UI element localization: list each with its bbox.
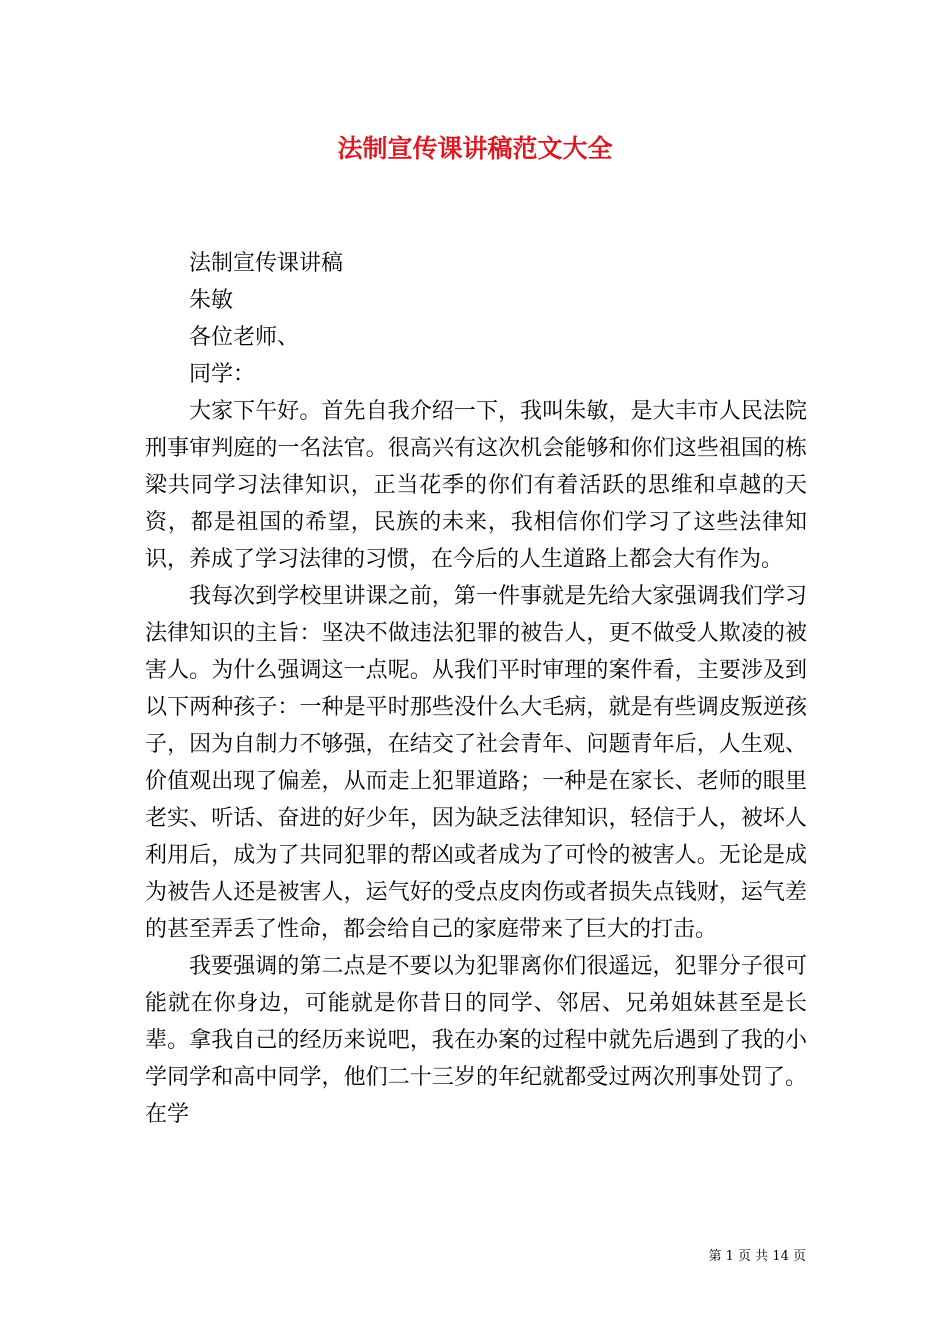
body-paragraph-3: 我要强调的第二点是不要以为犯罪离你们很遥远，犯罪分子很可能就在你身边，可能就是你昔日的同学、邻居、兄弟姐妹甚至是长辈。拿我自己的经历来说吧，我在办案的过程中就先后遇到了我的小学同学和高中同学，他们二十三岁的年纪就都受过两次刑事处罚了。在学 [145, 954, 807, 1127]
speaker-name: 朱敏 [189, 288, 234, 313]
body-paragraph-2: 我每次到学校里讲课之前，第一件事就是先给大家强调我们学习法律知识的主旨：坚决不做违法犯罪的被告人，更不做受人欺凌的被害人。为什么强调这一点呢。从我们平时审理的案件看，主要涉及到以下两种孩子：一种是平时那些没什么大毛病，就是有些调皮叛逆孩子，因为自制力不够强，在结交了社会青年、问题青年后，人生观、价值观出现了偏差，从而走上犯罪道路；一种是在家长、老师的眼里老实、听话、奋进的好少年，因为缺乏法律知识，轻信于人，被坏人利用后，成为了共同犯罪的帮凶或者成为了可怜的被害人。无论是成为被告人还是被害人，运气好的受点皮肉伤或者损失点钱财，运气差的甚至弄丢了性命，都会给自己的家庭带来了巨大的打击。 [145, 584, 807, 942]
document-body [145, 245, 807, 1133]
body-paragraph-1: 大家下午好。首先自我介绍一下，我叫朱敏，是大丰市人民法院刑事审判庭的一名法官。很高兴有这次机会能够和你们这些祖国的栋梁共同学习法律知识，正当花季的你们有着活跃的思维和卓越的天资，都是祖国的希望，民族的未来，我相信你们学习了这些法律知识，养成了学习法律的习惯，在今后的人生道路上都会大有作为。 [145, 399, 807, 572]
salutation-line-2: 同学： [189, 362, 256, 387]
page-number: 第 1 页 共 14 页 [708, 1249, 806, 1264]
document-title: 法制宣传课讲稿范文大全 [337, 134, 613, 163]
salutation-line-1: 各位老师、 [189, 325, 300, 350]
speech-heading: 法制宣传课讲稿 [189, 251, 344, 276]
